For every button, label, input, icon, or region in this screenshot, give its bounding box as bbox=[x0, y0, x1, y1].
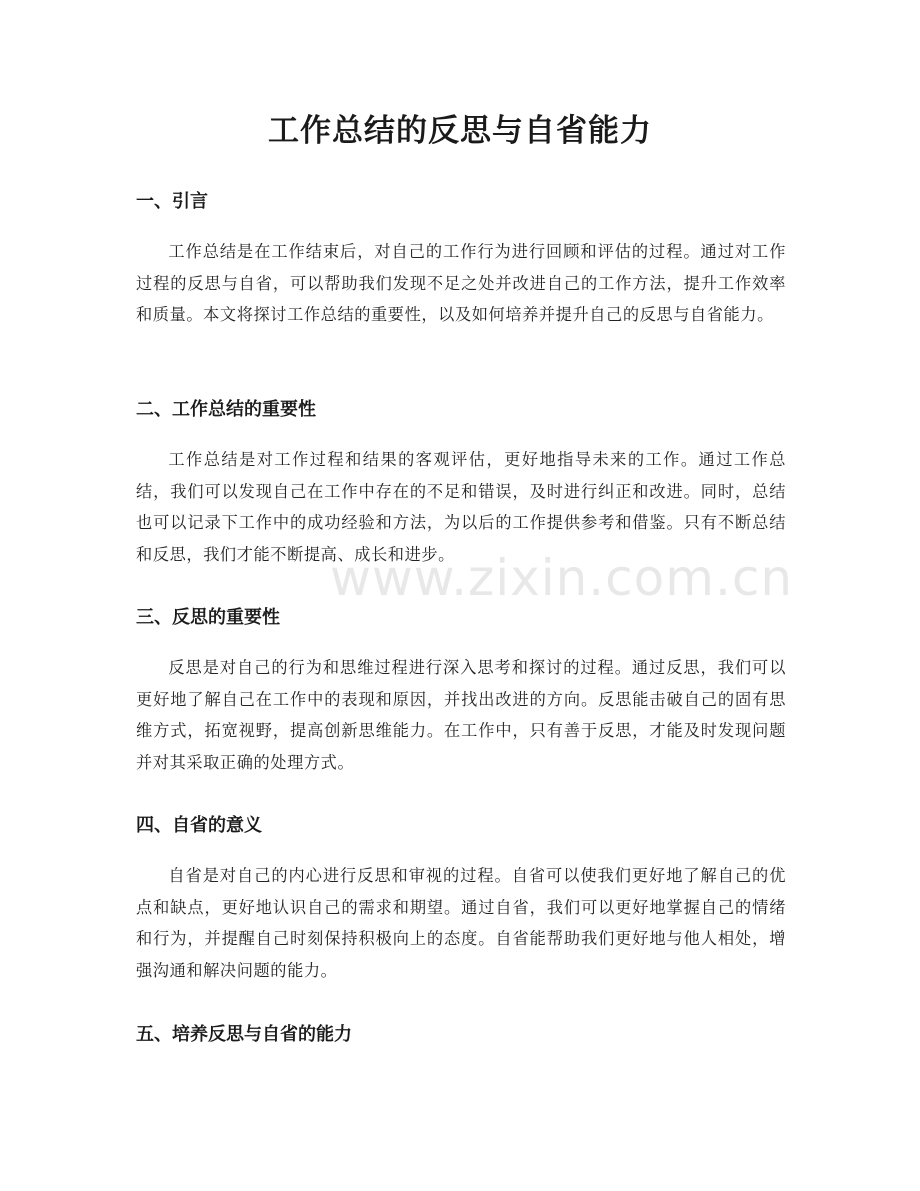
section-heading-importance-of-reflection: 三、反思的重要性 bbox=[136, 607, 280, 628]
section-paragraph-importance-of-summary: 工作总结是对工作过程和结果的客观评估，更好地指导未来的工作。通过工作总结，我们可以发现自己在工作中存在的不足和错误，及时进行纠正和改进。同时，总结也可以记录下工作中的成功经验和方法，为以后的工作提供参考和借鉴。只有不断总结和反思，我们才能不断提高、成长和进步。 bbox=[136, 450, 786, 564]
section-heading-meaning-of-introspection: 四、自省的意义 bbox=[136, 815, 262, 836]
document-title: 工作总结的反思与自省能力 bbox=[268, 113, 652, 149]
section-heading-cultivating-abilities: 五、培养反思与自省的能力 bbox=[136, 1024, 352, 1045]
section-paragraph-importance-of-reflection: 反思是对自己的行为和思维过程进行深入思考和探讨的过程。通过反思，我们可以更好地了解自己在工作中的表现和原因，并找出改进的方向。反思能击破自己的固有思维方式，拓宽视野，提高创新思维能力。在工作中，只有善于反思，才能及时发现问题并对其采取正确的处理方式。 bbox=[136, 658, 786, 772]
section-heading-importance-of-summary: 二、工作总结的重要性 bbox=[136, 399, 316, 420]
section-paragraph-meaning-of-introspection: 自省是对自己的内心进行反思和审视的过程。自省可以使我们更好地了解自己的优点和缺点，更好地认识自己的需求和期望。通过自省，我们可以更好地掌握自己的情绪和行为，并提醒自己时刻保持积极向上的态度。自省能帮助我们更好地与他人相处，增强沟通和解决问题的能力。 bbox=[136, 866, 786, 980]
watermark-text: www.zixin.com.cn bbox=[330, 549, 794, 607]
section-heading-introduction: 一、引言 bbox=[136, 191, 208, 212]
section-paragraph-introduction: 工作总结是在工作结束后，对自己的工作行为进行回顾和评估的过程。通过对工作过程的反思与自省，可以帮助我们发现不足之处并改进自己的工作方法，提升工作效率和质量。本文将探讨工作总结的重要性，以及如何培养并提升自己的反思与自省能力。 bbox=[136, 242, 786, 324]
